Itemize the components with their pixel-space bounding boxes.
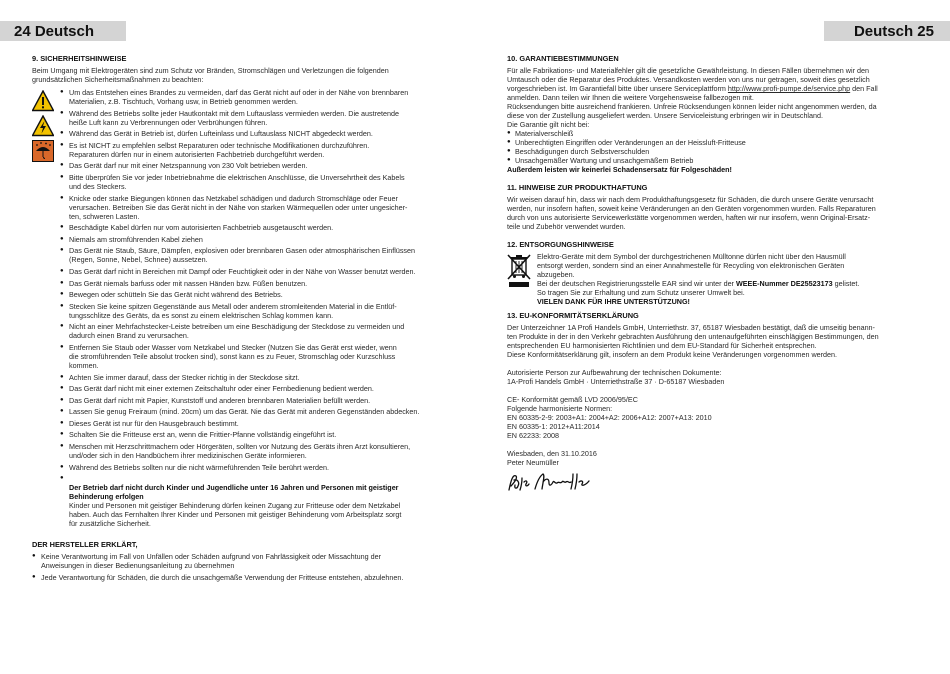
list-item: ● Das Gerät darf nur mit einer Netzspannung von 230 Volt betrieben werden. xyxy=(60,161,448,170)
warranty-exclusions xyxy=(507,129,919,165)
warranty-closing: Außerdem leisten wir keinerlei Schadensersatz für Folgeschäden! xyxy=(507,165,732,174)
list-item: ● Achten Sie immer darauf, dass der Stecker richtig in der Steckdose sitzt. xyxy=(60,373,448,382)
list-item: ● Beschädigungen durch Selbstverschulden xyxy=(507,147,919,156)
list-item: ● Um das Entstehen eines Brandes zu vermeiden, darf das Gerät nicht auf oder in der Nähe von brennbaren Materialien, z.B. Tischtuch, Vorhang usw, in Betrieb genommen werden. xyxy=(60,88,448,106)
list-item: ● Nicht an einer Mehrfachstecker-Leiste betreiben um eine Beschädigung der Steckdose zu vermeiden und dadurch einen Brand zu verursachen. xyxy=(60,322,448,340)
safety-intro: Beim Umgang mit Elektrogeräten sind zum Schutz vor Bränden, Stromschlägen und Verletzungen die folgenden grundsätzlichen Sicherheitsmaßnahmen zu beachten: xyxy=(32,66,389,84)
list-item: ● Unsachgemäßer Wartung und unsachgemäßem Betrieb xyxy=(507,156,919,165)
list-item: ● Während des Betriebs sollte jeder Hautkontakt mit dem Luftauslass vermieden werden. Die austretende heiße Luft kann zu Verbrennungen oder Verbrühungen führen. xyxy=(60,109,448,127)
liability-text: Wir weisen darauf hin, dass wir nach dem Produkthaftungsgesetz für Schäden, die durch unsere Geräte verursacht werden, nur insofern haften, soweit keine Veränderungen an den Geräten vorgenommen wurden. Falls Reparaturen durch von uns autorisierte Servicewerkstätte vorgenommen werden, haften wir nur insofern, wenn Original-Ersatz- teile und Zubehör verwendet wurden. xyxy=(507,195,876,231)
page-tab-label-left: 24 Deutsch xyxy=(14,22,95,40)
list-item: ● Das Gerät darf nicht mit Papier, Kunststoff und anderen brennbaren Materialien befüllt werden. xyxy=(60,396,448,405)
place-date-signer: Wiesbaden, den 31.10.2016 Peter Neumüller xyxy=(507,449,597,467)
standards-list: CE- Konformität gemäß LVD 2006/95/EC Folgende harmonisierte Normen: EN 60335-2-9: 2003+A1: 2004+A2: 2006+A12: 2007+A13: 2010 EN 60335-1: 2012+A11:2014 EN 62233: 2008 xyxy=(507,395,712,440)
list-item: ● Stecken Sie keine spitzen Gegenstände aus Metall oder anderem stromleitenden Material in die Entlüf- tungsschlitze des Geräts, da es sonst zu einem elektrischen Schlag kommen kann. xyxy=(60,302,448,320)
list-item: ● Knicke oder starke Biegungen können das Netzkabel schädigen und dadurch Stromschläge oder Feuer verursachen. Betreiben Sie das Gerät nicht in der Nähe von starken Wärmequellen oder unter ungesicher- ten, schweren Lasten. xyxy=(60,194,448,221)
warranty-section-title: 10. GARANTIEBESTIMMUNGEN xyxy=(507,54,619,63)
children-warning-heading: Der Betrieb darf nicht durch Kinder und Jugendliche unter 16 Jahren und Personen mit geistiger Behinderung erfolgen xyxy=(69,483,399,502)
conformity-text: Der Unterzeichner 1A Profi Handels GmbH, Unterriethstr. 37, 65187 Wiesbaden bestätigt, daß die umseitig benann- ten Produkte in der in den Verkehr gebrachten Ausführung den untenaufgeführten einschlägigen Bestimmungen, den entsprechenden EU harmonisierten Richtlinien und dem EU-Standard für Sicherheit entsprechen. Diese Konformitätserklärung gilt, insofern an dem Produkt keine Veränderungen vorgenommen werden. xyxy=(507,323,879,359)
warning-triangle-icon xyxy=(32,90,54,112)
disposal-text-end: gelistet. So tragen Sie zur Erhaltung und zum Schutz unserer Umwelt bei. xyxy=(537,279,860,297)
disposal-thanks: VIELEN DANK FÜR IHRE UNTERSTÜTZUNG! xyxy=(537,297,690,306)
safety-section-title: 9. SICHERHEITSHINWEISE xyxy=(32,54,127,63)
page-tab-label-right: Deutsch 25 xyxy=(853,22,934,40)
warranty-text-end: den Fall anmelden. Dann teilen wir Ihnen die weitere Vorgehensweise fallbezogen mit. Rücksendungen bitte ausreichend frankieren. Unfreie Rücksendungen können leider nicht angenommen werden, da diese von der Zustellung ausgeliefert werden. Unsere Serviceleistung erbringen wir in Deutschland. Die Garantie gilt nicht bei: xyxy=(507,84,878,129)
list-item: ● Bewegen oder schütteln Sie das Gerät nicht während des Betriebs. xyxy=(60,290,448,299)
disposal-text xyxy=(537,252,919,297)
warranty-text-start: Für alle Fabrikations- und Materialfehler gilt die gesetzliche Gewährleistung. In diesen Fällen übernehmen wir den Umtausch oder die Reparatur des Produktes. Versandkosten werden von uns nur getragen, soweit dies gesetzlich vorgeschrieben ist. Im Garantiefall bitte über unsere Serviceplattform xyxy=(507,66,870,93)
list-item: ● Beschädigte Kabel dürfen nur vom autorisierten Fachbetrieb ausgetauscht werden. xyxy=(60,223,448,232)
list-item: ● Lassen Sie genug Freiraum (mind. 20cm) um das Gerät. Nie das Gerät mit anderen Gegenständen abdecken. xyxy=(60,407,448,416)
service-link[interactable]: http://www.profi-pumpe.de/service.php xyxy=(727,84,851,93)
right-page-column xyxy=(507,54,919,494)
list-item: ● Unberechtigten Eingriffen oder Veränderungen an der Heissluft-Fritteuse xyxy=(507,138,919,147)
list-item: ● Menschen mit Herzschrittmachern oder Hörgeräten, sollten vor Nutzung des Geräts ihren Arzt konsultieren, und/oder sich in den Handbüchern ihrer medizinischen Geräte informieren. xyxy=(60,442,448,460)
list-item: ● Während das Gerät in Betrieb ist, dürfen Lufteinlass und Luftauslass NICHT abgedeckt werden. xyxy=(60,129,448,138)
electric-hazard-icon xyxy=(32,115,54,137)
list-item: ● Das Gerät niemals barfuss oder mit nassen Händen bzw. Füßen benutzen. xyxy=(60,279,448,288)
signature-icon xyxy=(507,470,599,494)
list-item: ● Das Gerät darf nicht mit einer externen Zeitschaltuhr oder einer Fernbedienung bedient werden. xyxy=(60,384,448,393)
authorized-person: Autorisierte Person zur Aufbewahrung der technischen Dokumente: 1A-Profi Handels GmbH · Unterriethstraße 37 · D-65187 Wiesbaden xyxy=(507,368,725,386)
list-item: ● Keine Verantwortung im Fall von Unfällen oder Schäden aufgrund von Fahrlässigkeit oder Missachtung der Anweisungen in dieser Bedienungsanleitung zu übernehmen xyxy=(32,552,448,570)
left-page-column xyxy=(32,54,448,584)
list-item: ● Während des Betriebs sollten nur die nicht wärmeführenden Teile berührt werden. xyxy=(60,463,448,472)
list-item: ● Bitte überprüfen Sie vor jeder Inbetriebnahme die elektrischen Anschlüsse, die Unversehrtheit des Kabels und des Steckers. xyxy=(60,173,448,191)
list-item: ● Jede Verantwortung für Schäden, die durch die unsachgemäße Verwendung der Fritteuse entstehen, abzulehnen. xyxy=(32,573,448,582)
page-number-left xyxy=(0,21,126,41)
weee-number: WEEE-Nummer DE25523173 xyxy=(735,279,833,288)
crossed-out-bin-icon xyxy=(507,254,531,288)
list-item: ● Dieses Gerät ist nur für den Hausgebrauch bestimmt. xyxy=(60,419,448,428)
list-item: ● Das Gerät nie Staub, Säure, Dämpfen, explosiven oder brennbaren Gasen oder atmosphärischen Einflüssen (Regen, Sonne, Nebel, Schnee) aussetzen. xyxy=(60,246,448,264)
list-item: ● Das Gerät darf nicht in Bereichen mit Dampf oder Feuchtigkeit oder in der Nähe von Wasser benutzt werden. xyxy=(60,267,448,276)
liability-section-title: 11. HINWEISE ZUR PRODUKTHAFTUNG xyxy=(507,183,648,192)
safety-bullets-area xyxy=(32,88,448,537)
disposal-block xyxy=(507,252,919,306)
conformity-section-title: 13. EU-KONFORMITÄTSERKLÄRUNG xyxy=(507,311,639,320)
list-item: ● Es ist NICHT zu empfehlen selbst Reparaturen oder technische Modifikationen durchzuführen. Reparaturen dürfen nur in einem autorisierten Fachbetrieb durchgeführt werden. xyxy=(60,141,448,159)
manufacturer-list xyxy=(32,552,448,582)
children-warning-item xyxy=(60,474,448,537)
children-warning-text: Kinder und Personen mit geistiger Behinderung dürfen keinen Zugang zur Fritteuse oder dem Netzkabel haben. Auch das Fernhalten Ihrer Kinder und Personen mit geistiger Behinderung vom Arbeitsplatz sorgt für zusätzliche Sicherheit. xyxy=(69,501,402,529)
list-item: ● Schalten Sie die Fritteuse erst an, wenn die Frittier-Pfanne vollständig eingeführt ist. xyxy=(60,430,448,439)
list-item: ● Niemals am stromführenden Kabel ziehen xyxy=(60,235,448,244)
disposal-text-start: Elektro-Geräte mit dem Symbol der durchgestrichenen Mülltonne dürfen nicht über den Hausmüll entsorgt werden, sondern sind an einer Annahmestelle für Recycling von elektronischen Geräten abzugeben. Bei der deutschen Registrierungsstelle EAR sind wir unter der xyxy=(537,252,846,288)
list-item: ● Materialverschleiß xyxy=(507,129,919,138)
safety-icons xyxy=(32,90,56,165)
safety-bullet-list xyxy=(60,88,448,537)
page-number-right xyxy=(824,21,950,41)
keep-dry-icon xyxy=(32,140,54,162)
list-item: ● Entfernen Sie Staub oder Wasser vom Netzkabel und Stecker (Nutzen Sie das Gerät erst wieder, wenn die stromführenden Teile absolut trocken sind), sonst kann es zu Feuer, Stromschlag oder Kurzschluss kommen. xyxy=(60,343,448,370)
disposal-section-title: 12. ENTSORGUNGSHINWEISE xyxy=(507,240,614,249)
warranty-text xyxy=(507,66,919,129)
manufacturer-title: DER HERSTELLER ERKLÄRT, xyxy=(32,540,138,550)
